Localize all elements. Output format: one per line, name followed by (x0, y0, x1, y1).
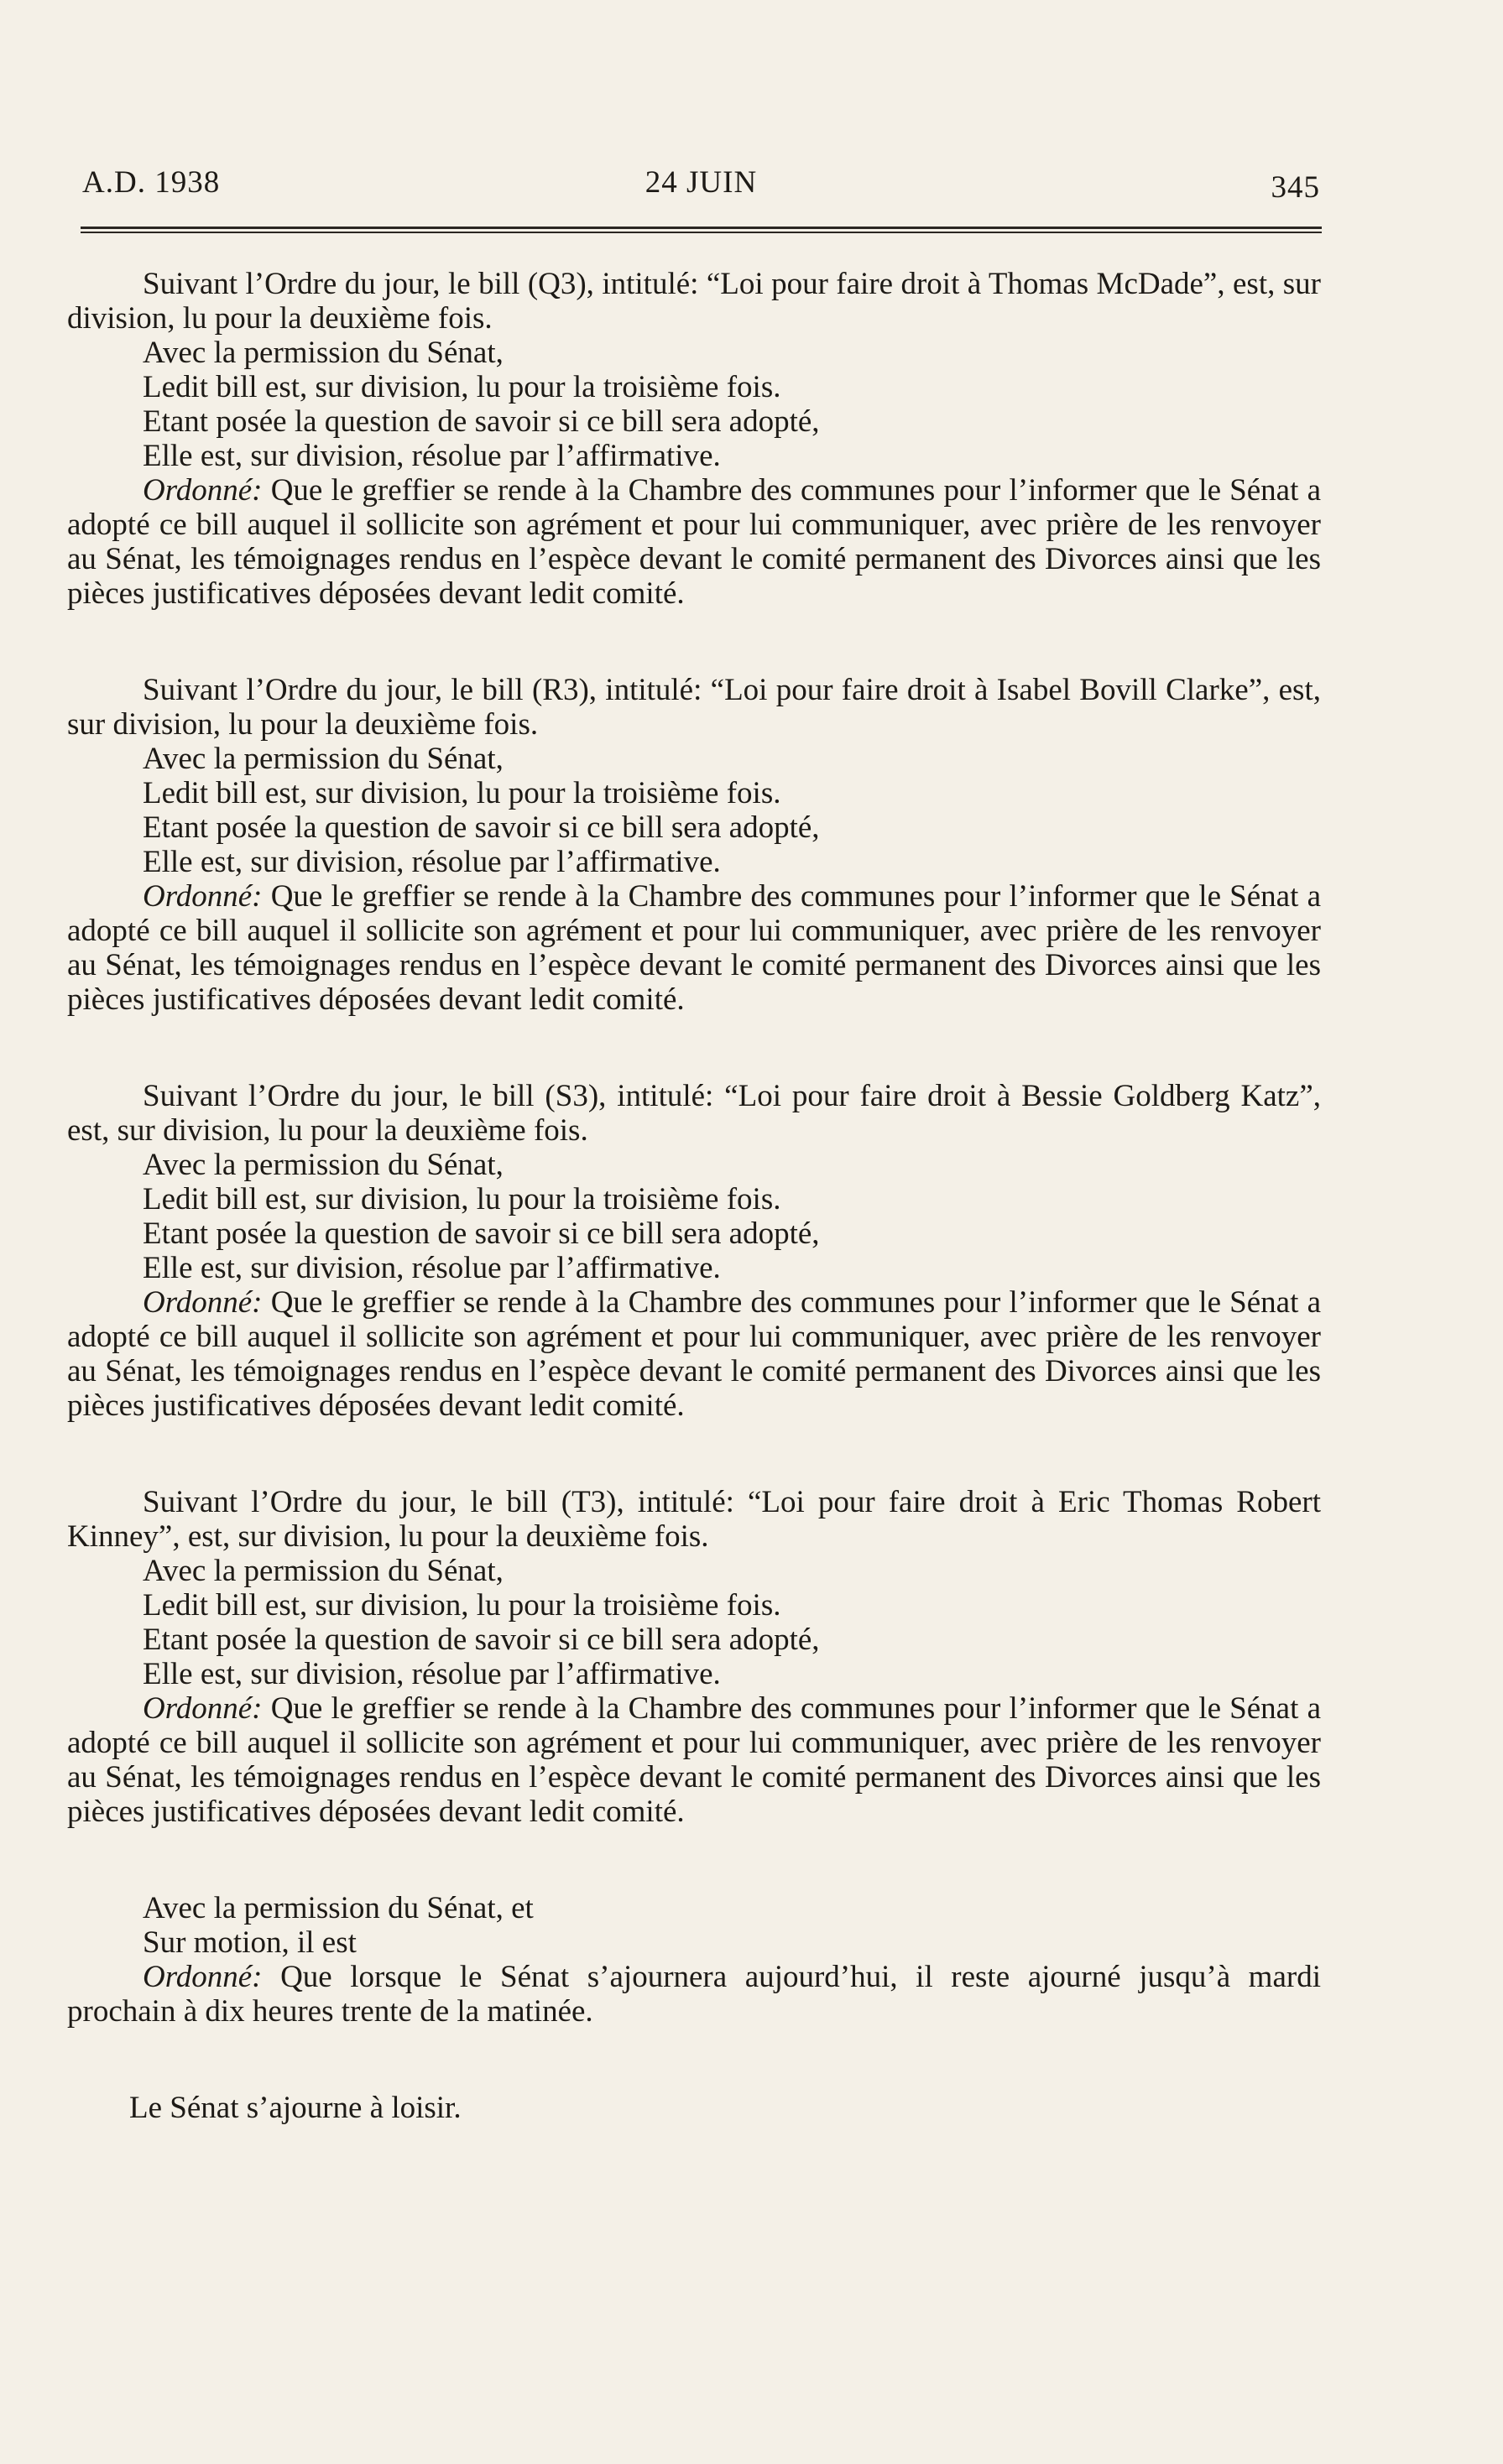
order-text: Que lorsque le Sénat s’ajournera aujourd’hui, il reste ajourné jusqu’à mardi prochain à dix heures trente de la matinée. (67, 1960, 1321, 2029)
order-text: Que le greffier se rende à la Chambre des communes pour l’informer que le Sénat a adopté ce bill auquel il sollicite son agrément et pour lui communiquer, avec prière de les renvoyer au Sénat, les témoignages rendus en l’espèce devant le comité permanent des Divorces ainsi que les pièces justificatives déposées devant ledit comité. (67, 1285, 1321, 1423)
section-line: Elle est, sur division, résolue par l’affirmative. (143, 439, 721, 473)
section-intro: Suivant l’Ordre du jour, le bill (T3), intitulé: “Loi pour faire droit à Eric Thomas Robert Kinney”, est, sur division, lu pour la deuxième fois. (67, 1485, 1321, 1554)
order-label: Ordonné: (143, 1285, 263, 1320)
header-year: A.D. 1938 (82, 165, 221, 200)
order-text: Que le greffier se rende à la Chambre des communes pour l’informer que le Sénat a adopté ce bill auquel il sollicite son agrément et pour lui communiquer, avec prière de les renvoyer au Sénat, les témoignages rendus en l’espèce devant le comité permanent des Divorces ainsi que les pièces justificatives déposées devant ledit comité. (67, 879, 1321, 1017)
page-header (82, 164, 1320, 205)
page-body (67, 267, 1321, 2125)
section-order (67, 1285, 1321, 1423)
section-line: Elle est, sur division, résolue par l’affirmative. (143, 1251, 721, 1285)
section-intro: Suivant l’Ordre du jour, le bill (Q3), intitulé: “Loi pour faire droit à Thomas McDade”, est, sur division, lu pour la deuxième fois. (67, 267, 1321, 336)
adjournment-section (67, 1891, 1321, 2029)
section-line: Avec la permission du Sénat, (143, 1554, 504, 1588)
header-rule (81, 227, 1322, 233)
order-label: Ordonné: (143, 473, 263, 508)
order-label: Ordonné: (143, 1691, 263, 1726)
section-line: Etant posée la question de savoir si ce bill sera adopté, (143, 1216, 820, 1251)
closing-section (67, 2091, 1321, 2125)
bill-section-s3 (67, 1079, 1321, 1423)
order-text: Que le greffier se rende à la Chambre des communes pour l’informer que le Sénat a adopté ce bill auquel il sollicite son agrément et pour lui communiquer, avec prière de les renvoyer au Sénat, les témoignages rendus en l’espèce devant le comité permanent des Divorces ainsi que les pièces justificatives déposées devant ledit comité. (67, 1691, 1321, 1829)
adjournment-line: Sur motion, il est (143, 1925, 357, 1960)
order-label: Ordonné: (143, 879, 263, 914)
adjournment-line: Avec la permission du Sénat, et (143, 1891, 534, 1925)
closing-line: Le Sénat s’ajourne à loisir. (129, 2091, 462, 2125)
section-line: Etant posée la question de savoir si ce bill sera adopté, (143, 810, 820, 845)
section-line: Etant posée la question de savoir si ce bill sera adopté, (143, 404, 820, 439)
section-order (67, 1691, 1321, 1829)
section-intro: Suivant l’Ordre du jour, le bill (R3), intitulé: “Loi pour faire droit à Isabel Bovill Clarke”, est, sur division, lu pour la deuxième fois. (67, 673, 1321, 742)
section-line: Avec la permission du Sénat, (143, 336, 504, 370)
bill-section-r3 (67, 673, 1321, 1017)
bill-section-q3 (67, 267, 1321, 611)
section-line: Etant posée la question de savoir si ce bill sera adopté, (143, 1623, 820, 1657)
order-label: Ordonné: (143, 1960, 263, 1994)
section-line: Elle est, sur division, résolue par l’affirmative. (143, 1657, 721, 1691)
section-intro: Suivant l’Ordre du jour, le bill (S3), intitulé: “Loi pour faire droit à Bessie Goldberg Katz”, est, sur division, lu pour la deuxième fois. (67, 1079, 1321, 1148)
section-order (67, 473, 1321, 611)
order-text: Que le greffier se rende à la Chambre des communes pour l’informer que le Sénat a adopté ce bill auquel il sollicite son agrément et pour lui communiquer, avec prière de les renvoyer au Sénat, les témoignages rendus en l’espèce devant le comité permanent des Divorces ainsi que les pièces justificatives déposées devant ledit comité. (67, 473, 1321, 611)
adjournment-order (67, 1960, 1321, 2029)
section-line: Avec la permission du Sénat, (143, 1148, 504, 1182)
section-order (67, 879, 1321, 1017)
section-line: Elle est, sur division, résolue par l’affirmative. (143, 845, 721, 879)
bill-section-t3 (67, 1485, 1321, 1829)
section-line: Ledit bill est, sur division, lu pour la troisième fois. (143, 1588, 781, 1623)
header-date: 24 JUIN (645, 165, 758, 200)
section-line: Avec la permission du Sénat, (143, 742, 504, 776)
section-line: Ledit bill est, sur division, lu pour la troisième fois. (143, 370, 781, 404)
page-number: 345 (1271, 170, 1320, 205)
section-line: Ledit bill est, sur division, lu pour la troisième fois. (143, 1182, 781, 1216)
section-line: Ledit bill est, sur division, lu pour la troisième fois. (143, 776, 781, 810)
